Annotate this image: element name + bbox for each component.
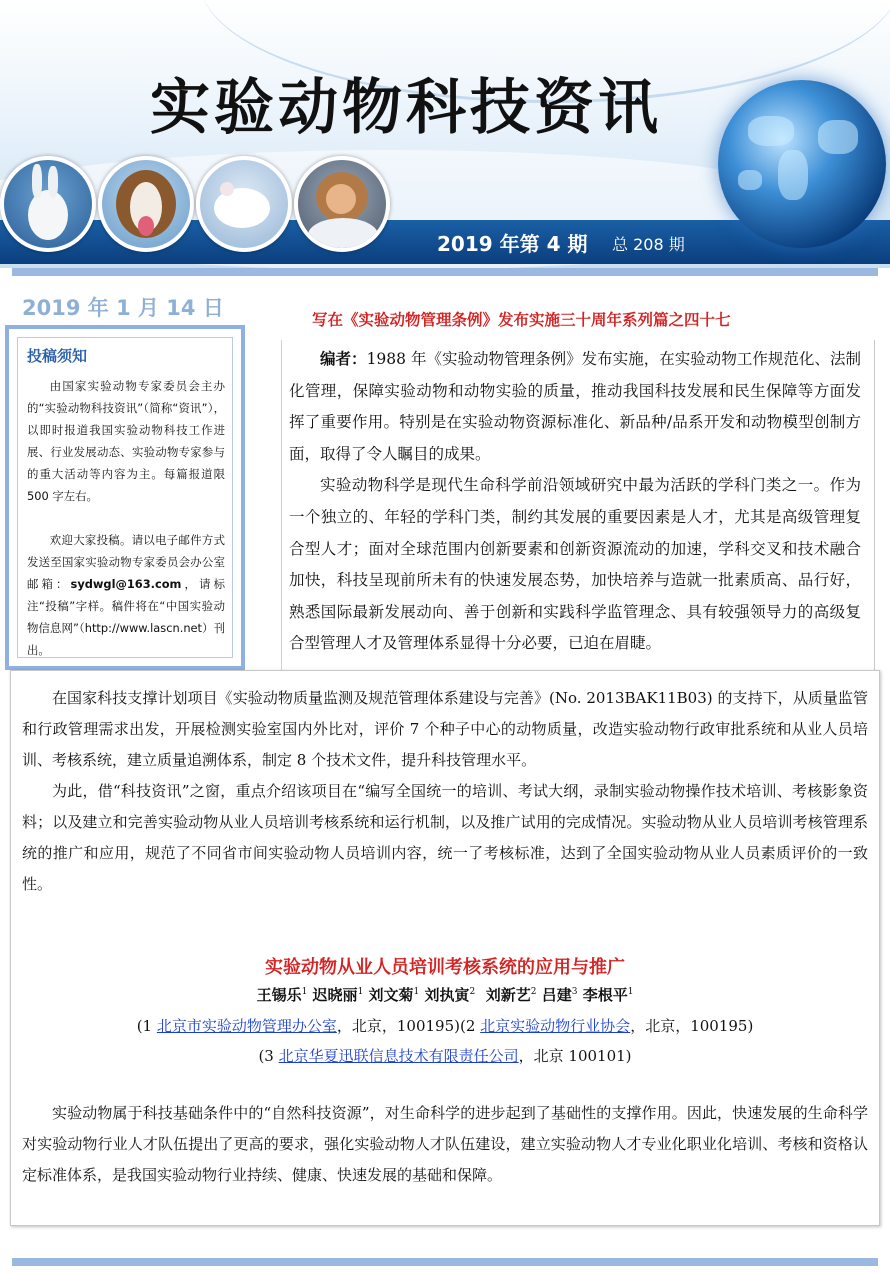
editor-label: 编者： xyxy=(320,349,367,368)
aff2-location: ，北京，100195) xyxy=(630,1017,754,1035)
notice-paragraph-2-suffix: ，请标注“投稿”字样。稿件将在“中国实验动物信息网”（http://www.lascn.net）刊出。 xyxy=(27,577,225,657)
notice-paragraph-1: 由国家实验动物专家委员会主办的“实验动物科技资讯”（简称“资讯”），以即时报道我国实验动物科技工作进展、行业发展动态、实验动物专家参与的重大活动等内容为主。每篇报道限 500 字左右。 xyxy=(27,379,225,503)
author-affiliation-mark: 1 xyxy=(357,987,364,997)
total-issue-count: 总 208 期 xyxy=(612,235,685,254)
monkey-photo xyxy=(294,156,390,252)
author-affiliation-mark: 2 xyxy=(469,987,476,997)
notice-heading: 投稿须知 xyxy=(27,347,88,365)
aff2-number: (2 xyxy=(460,1017,481,1035)
submission-notice-box xyxy=(5,325,245,670)
author: 刘文菊 xyxy=(368,986,414,1004)
editor-note xyxy=(289,343,861,660)
notice-email: sydwgl@163.com xyxy=(70,577,182,591)
author: 吕建 xyxy=(541,986,572,1004)
author-affiliation-mark: 1 xyxy=(413,987,420,997)
series-title: 写在《实验动物管理条例》发布实施三十周年系列篇之四十七 xyxy=(312,310,731,329)
globe-image xyxy=(718,80,886,248)
editor-paragraph-1-text: 1988 年《实验动物管理条例》发布实施，在实验动物工作规范化、法制化管理，保障实验动物和动物实验的质量，推动我国科技发展和民生保障等方面发挥了重要作用。特别是在实验动物资源标准化、新品种/品系开发和动物模型创制方面，取得了令人瞩目的成果。 xyxy=(289,350,861,463)
aff1-number: (1 xyxy=(136,1017,157,1035)
publication-date: 2019 年 1 月 14 日 xyxy=(22,296,224,320)
intro-paragraph-2: 为此，借“科技资讯”之窗，重点介绍该项目在“编写全国统一的培训、考试大纲，录制实验动物操作技术培训、考核影象资料；以及建立和完善实验动物从业人员培训考核系统和运行机制，以及推广试用的完成情况。实验动物从业人员培训考核管理系统的推广和应用，规范了不同省市间实验动物人员培训内容，统一了考核标准，达到了全国实验动物从业人员素质评价的一致性。 xyxy=(22,782,868,893)
notice-paragraph-2 xyxy=(27,529,225,661)
article-title: 实验动物从业人员培训考核系统的应用与推广 xyxy=(265,957,625,978)
editor-paragraph-1 xyxy=(289,343,861,470)
author-affiliation-mark: 1 xyxy=(301,987,308,997)
intro-paragraph-1: 在国家科技支撑计划项目《实验动物质量监测及规范管理体系建设与完善》(No. 2013BAK11B03) 的支持下，从质量监管和行政管理需求出发，开展检测实验室国内外比对，评价 7 个种子中心的动物质量，改造实验动物行政审批系统和从业人员培训、考核系统，建立质量追溯体系，制定 8 个技术文件，提升科技管理水平。 xyxy=(22,689,868,769)
rabbit-photo xyxy=(0,156,96,252)
newsletter-title: 实验动物科技资讯 xyxy=(150,73,662,143)
author: 刘新艺 xyxy=(485,986,531,1004)
author-affiliation-mark: 2 xyxy=(530,987,537,997)
author: 王锡乐 xyxy=(256,986,302,1004)
top-divider xyxy=(12,268,878,276)
aff2-link[interactable]: 北京实验动物行业协会 xyxy=(480,1017,631,1035)
author-affiliation-mark: 1 xyxy=(627,987,634,997)
author: 李根平 xyxy=(582,986,628,1004)
aff1-link[interactable]: 北京市实验动物管理办公室 xyxy=(156,1017,337,1035)
mouse-photo xyxy=(196,156,292,252)
notice-paragraph-2-prefix: 欢迎大家投稿。请以电子邮件方式发送至国家实验动物专家委员会办公室邮箱： xyxy=(27,533,225,591)
affiliations-line-1 xyxy=(0,1015,890,1036)
aff3-location: ，北京 100101) xyxy=(518,1047,632,1065)
bottom-divider xyxy=(12,1258,878,1266)
editor-frame-left xyxy=(281,340,282,670)
aff3-link[interactable]: 北京华夏迅联信息技术有限责任公司 xyxy=(278,1047,519,1065)
article-authors xyxy=(0,984,890,1005)
author: 刘执寅 xyxy=(424,986,470,1004)
aff1-location: ，北京，100195) xyxy=(336,1017,460,1035)
article-body xyxy=(22,1098,868,1191)
editor-paragraph-2: 实验动物科学是现代生命科学前沿领域研究中最为活跃的学科门类之一。作为一个独立的、年轻的学科门类，制约其发展的重要因素是人才，尤其是高级管理复合型人才；面对全球范围内创新要素和创新资源流动的加速，学科交叉和技术融合加快，科技呈现前所未有的快速发展态势，加快培养与造就一批素质高、品行好，熟悉国际最新发展动向、善于创新和实践科学监管理念、具有较强领导力的高级复合型管理人才及管理体系显得十分必要，已迫在眉睫。 xyxy=(289,476,861,653)
issue-number: 2019 年第 4 期 xyxy=(437,232,588,256)
author: 迟晓丽 xyxy=(312,986,358,1004)
dog-photo xyxy=(98,156,194,252)
masthead-banner xyxy=(0,0,890,268)
author-affiliation-mark: 3 xyxy=(571,987,578,997)
affiliations-line-2 xyxy=(0,1045,890,1066)
editor-frame-right xyxy=(874,340,875,670)
aff3-number: (3 xyxy=(258,1047,279,1065)
intro-body xyxy=(22,683,868,900)
article-paragraph-1: 实验动物属于科技基础条件中的“自然科技资源”，对生命科学的进步起到了基础性的支撑作用。因此，快速发展的生命科学对实验动物行业人才队伍提出了更高的要求，强化实验动物人才队伍建设，建立实验动物人才专业化职业化培训、考核和资格认定标准体系，是我国实验动物行业持续、健康、快速发展的基础和保障。 xyxy=(22,1104,868,1184)
